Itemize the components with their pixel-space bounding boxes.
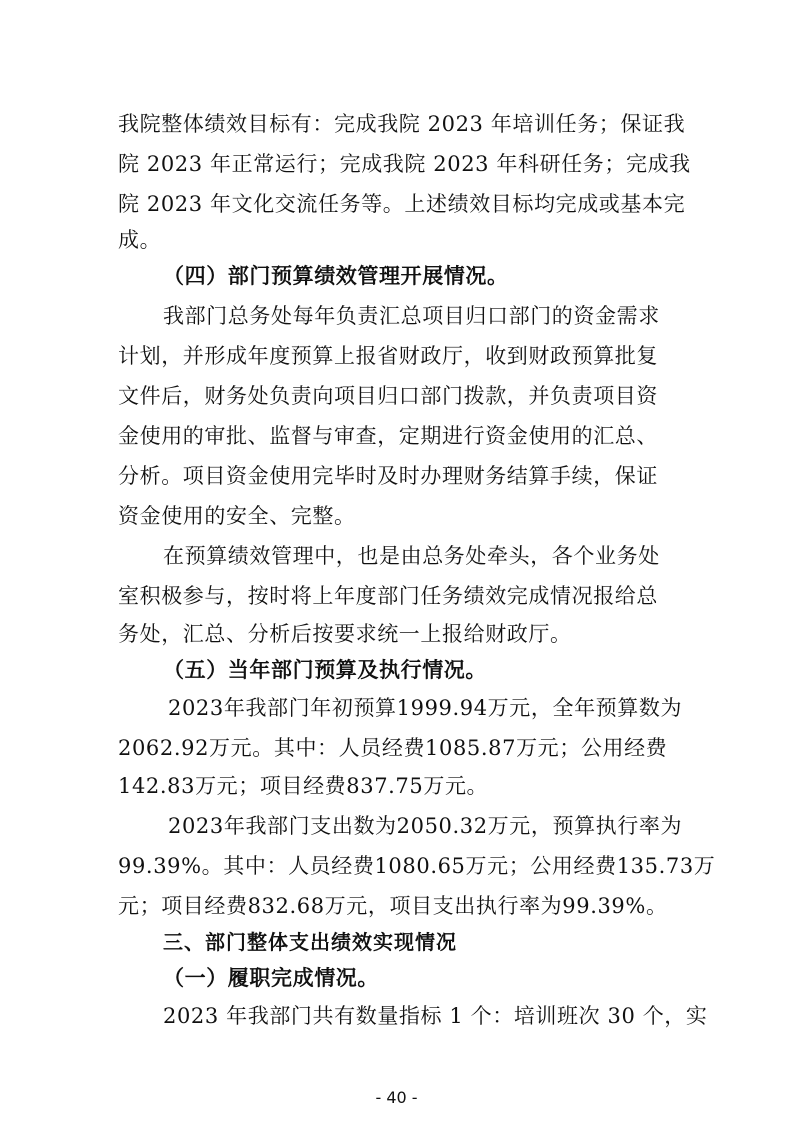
page-number: - 40 - (375, 1088, 418, 1107)
paragraph-first-line: 2023 年我部门共有数量指标 1 个：培训班次 30 个，实 (163, 1004, 708, 1028)
body-text-line: 务处，汇总、分析后按要求统一上报给财政厅。 (118, 622, 572, 646)
paragraph-first-line: 2023年我部门支出数为2050.32万元，预算执行率为 (168, 814, 683, 838)
body-text-line: 金使用的审批、监督与审查，定期进行资金使用的汇总、 (118, 424, 658, 448)
body-text-line: 成。 (118, 228, 162, 252)
section-subheading: （四）部门预算绩效管理开展情况。 (163, 263, 509, 288)
paragraph-first-line: 2023年我部门年初预算1999.94万元，全年预算数为 (168, 696, 683, 720)
section-subheading: （五）当年部门预算及执行情况。 (163, 657, 487, 682)
paragraph-first-line: 在预算绩效管理中，也是由总务处牵头，各个业务处 (163, 544, 660, 568)
body-text-line: 2062.92万元。其中：人员经费1085.87万元；公用经费 (118, 736, 668, 760)
body-text-line: 院 2023 年文化交流任务等。上述绩效目标均完成或基本完 (118, 192, 686, 216)
body-text-line: 文件后，财务处负责向项目归口部门拨款，并负责项目资 (118, 384, 658, 408)
body-text-line: 室积极参与，按时将上年度部门任务绩效完成情况报给总 (118, 584, 658, 608)
body-text-line: 142.83万元；项目经费837.75万元。 (118, 774, 489, 798)
body-text-line: 分析。项目资金使用完毕时及时办理财务结算手续，保证 (118, 464, 658, 488)
section-subheading: （一）履职完成情况。 (163, 965, 379, 990)
body-text-line: 我院整体绩效目标有：完成我院 2023 年培训任务；保证我 (118, 112, 686, 136)
paragraph-first-line: 我部门总务处每年负责汇总项目归口部门的资金需求 (163, 304, 660, 328)
body-text-line: 院 2023 年正常运行；完成我院 2023 年科研任务；完成我 (118, 152, 691, 176)
body-text-line: 计划，并形成年度预算上报省财政厅，收到财政预算批复 (118, 344, 658, 368)
body-text-line: 99.39%。其中：人员经费1080.65万元；公用经费135.73万 (118, 854, 716, 878)
body-text-line: 元；项目经费832.68万元，项目支出执行率为99.39%。 (118, 894, 668, 918)
body-text-line: 资金使用的安全、完整。 (118, 504, 356, 528)
section-heading: 三、部门整体支出绩效实现情况 (163, 930, 457, 954)
